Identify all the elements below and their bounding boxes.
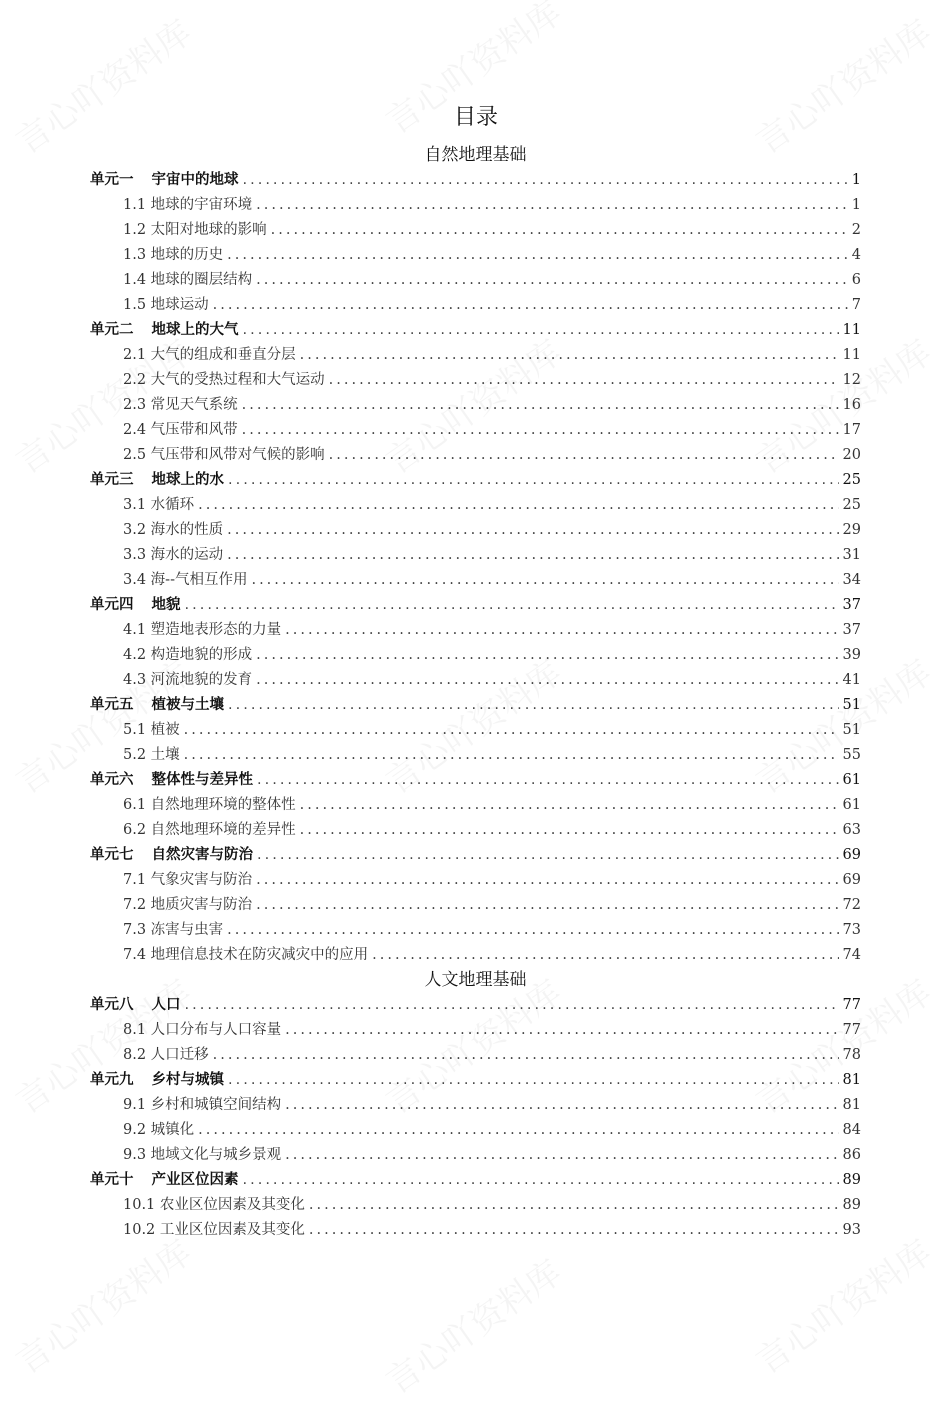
subsection-title: 4.3 河流地貌的发育 [123,672,253,688]
page-number: 89 [842,1197,861,1213]
subsection-title: 5.2 土壤 [123,747,180,763]
unit-number: 单元十 [90,1172,134,1188]
toc-subsection-entry[interactable] [90,818,861,843]
dot-leader [372,943,838,968]
page-number: 55 [842,747,861,763]
unit-title: 植被与土壤 [151,697,224,713]
subsection-title: 3.3 海水的运动 [123,547,224,563]
page-number: 37 [842,622,861,638]
unit-title: 自然灾害与防治 [151,847,253,863]
dot-leader [300,343,839,368]
subsection-title: 2.2 大气的受热过程和大气运动 [123,372,325,388]
subsection-title: 1.4 地球的圈层结构 [123,272,253,288]
page-number: 51 [842,697,861,713]
page-number: 6 [851,272,861,288]
subsection-title: 1.5 地球运动 [123,297,209,313]
watermark-text [744,1226,939,1383]
dot-leader [243,318,839,343]
dot-leader [256,193,848,218]
subsection-title: 7.3 冻害与虫害 [123,922,224,938]
page-number: 77 [842,1022,861,1038]
page-number: 63 [842,822,861,838]
toc-subsection-entry[interactable] [90,793,861,818]
dot-leader [256,893,838,918]
dot-leader [257,843,839,868]
page-number: 34 [842,572,861,588]
subsection-title: 7.1 气象灾害与防治 [123,872,253,888]
toc-subsection-entry[interactable] [90,943,861,968]
page-number: 74 [842,947,861,963]
subsection-title: 9.3 地域文化与城乡景观 [123,1147,282,1163]
dot-leader [256,268,848,293]
dot-leader [329,443,839,468]
dot-leader [228,693,839,718]
dot-leader [256,643,838,668]
subsection-title: 6.2 自然地理环境的差异性 [123,822,296,838]
toc-subsection-entry[interactable] [90,1193,861,1218]
dot-leader [285,1143,838,1168]
watermark-text [744,6,939,163]
unit-number: 单元四 [90,597,134,613]
page-number: 25 [842,472,861,488]
dot-leader [285,1018,838,1043]
toc-subsection-entry[interactable] [90,1118,861,1143]
page-number: 72 [842,897,861,913]
toc-subsection-entry[interactable] [90,668,861,693]
dot-leader [285,618,838,643]
toc-subsection-entry[interactable] [90,293,861,318]
watermark-text [374,1246,569,1403]
subsection-title: 9.1 乡村和城镇空间结构 [123,1097,282,1113]
subsection-title: 6.1 自然地理环境的整体性 [123,797,296,813]
page-number: 89 [842,1172,861,1188]
dot-leader [184,743,839,768]
subsection-title: 3.2 海水的性质 [123,522,224,538]
subsection-title: 2.3 常见天气系统 [123,397,238,413]
subsection-title: 8.1 人口分布与人口容量 [123,1022,282,1038]
unit-title: 地球上的水 [151,472,224,488]
subsection-title: 3.1 水循环 [123,497,195,513]
page-number: 61 [842,797,861,813]
toc-subsection-entry[interactable] [90,1143,861,1168]
unit-title: 地貌 [151,597,181,613]
subsection-title: 1.2 太阳对地球的影响 [123,222,267,238]
toc-subsection-entry[interactable] [90,718,861,743]
dot-leader [309,1193,839,1218]
dot-leader [228,1068,839,1093]
unit-number: 单元九 [90,1072,134,1088]
page-number: 77 [842,997,861,1013]
subsection-title: 2.4 气压带和风带 [123,422,238,438]
toc-subsection-entry[interactable] [90,918,861,943]
toc-unit-entry[interactable] [90,993,861,1018]
toc-unit-entry[interactable] [90,1068,861,1093]
subsection-title: 5.1 植被 [123,722,180,738]
subsection-title: 4.2 构造地貌的形成 [123,647,253,663]
dot-leader [256,868,838,893]
toc-subsection-entry[interactable] [90,868,861,893]
page-number: 11 [842,322,861,338]
page-number: 78 [842,1047,861,1063]
page-number: 86 [842,1147,861,1163]
dot-leader [243,168,848,193]
dot-leader [271,218,848,243]
page-number: 1 [851,172,861,188]
toc-subsection-entry[interactable] [90,643,861,668]
dot-leader [227,543,838,568]
unit-number: 单元五 [90,697,134,713]
toc-unit-entry[interactable] [90,468,861,493]
dot-leader [242,418,839,443]
section-heading: 人文地理基础 [424,970,527,990]
unit-number: 单元六 [90,772,134,788]
page-number: 81 [842,1097,861,1113]
page-number: 4 [851,247,861,263]
page-number: 17 [842,422,861,438]
dot-leader [185,993,839,1018]
dot-leader [198,1118,838,1143]
dot-leader [228,468,839,493]
toc-subsection-entry[interactable] [90,618,861,643]
dot-leader [329,368,839,393]
toc-subsection-entry[interactable] [90,268,861,293]
page-number: 25 [842,497,861,513]
toc-subsection-entry[interactable] [90,1018,861,1043]
toc-subsection-entry[interactable] [90,1218,861,1243]
toc-unit-entry[interactable] [90,318,861,343]
toc-subsection-entry[interactable] [90,1093,861,1118]
toc-subsection-entry[interactable] [90,443,861,468]
page-number: 2 [851,222,861,238]
toc-subsection-entry[interactable] [90,218,861,243]
toc-unit-entry[interactable] [90,768,861,793]
dot-leader [213,1043,839,1068]
dot-leader [243,1168,839,1193]
subsection-title: 2.5 气压带和风带对气候的影响 [123,447,325,463]
dot-leader [227,918,838,943]
dot-leader [309,1218,839,1243]
toc-subsection-entry[interactable] [90,1043,861,1068]
dot-leader [227,518,838,543]
page-number: 20 [842,447,861,463]
unit-title: 整体性与差异性 [151,772,253,788]
dot-leader [251,568,838,593]
dot-leader [256,668,838,693]
page-title: 目录 [453,105,498,130]
dot-leader [213,293,848,318]
subsection-title: 10.2 工业区位因素及其变化 [123,1222,305,1238]
subsection-title: 10.1 农业区位因素及其变化 [123,1197,305,1213]
unit-title: 乡村与城镇 [151,1072,224,1088]
page-number: 11 [842,347,861,363]
dot-leader [184,718,839,743]
watermark-text [4,1226,199,1383]
page-number: 84 [842,1122,861,1138]
toc-subsection-entry[interactable] [90,893,861,918]
dot-leader [198,493,838,518]
page-number: 69 [842,847,861,863]
toc-subsection-entry[interactable] [90,568,861,593]
page-number: 7 [851,297,861,313]
unit-title: 人口 [151,997,181,1013]
toc-subsection-entry[interactable] [90,343,861,368]
toc-subsection-entry[interactable] [90,393,861,418]
toc-subsection-entry[interactable] [90,368,861,393]
page-number: 12 [842,372,861,388]
dot-leader [185,593,839,618]
page-number: 31 [842,547,861,563]
toc-subsection-entry[interactable] [90,543,861,568]
dot-leader [300,793,839,818]
toc-unit-entry[interactable] [90,693,861,718]
page-number: 69 [842,872,861,888]
toc-unit-entry[interactable] [90,168,861,193]
page-number: 39 [842,647,861,663]
page-number: 16 [842,397,861,413]
subsection-title: 1.3 地球的历史 [123,247,224,263]
table-of-contents [90,143,861,1243]
page-number: 81 [842,1072,861,1088]
dot-leader [285,1093,838,1118]
page-number: 93 [842,1222,861,1238]
unit-number: 单元一 [90,172,134,188]
unit-title: 地球上的大气 [151,322,239,338]
dot-leader [257,768,839,793]
page-number: 1 [851,197,861,213]
unit-title: 宇宙中的地球 [151,172,239,188]
page-number: 41 [842,672,861,688]
page-number: 61 [842,772,861,788]
section-heading: 自然地理基础 [424,145,527,165]
toc-subsection-entry[interactable] [90,418,861,443]
subsection-title: 4.1 塑造地表形态的力量 [123,622,282,638]
subsection-title: 7.4 地理信息技术在防灾减灾中的应用 [123,947,369,963]
dot-leader [300,818,839,843]
toc-unit-entry[interactable] [90,843,861,868]
toc-subsection-entry[interactable] [90,743,861,768]
toc-subsection-entry[interactable] [90,518,861,543]
unit-number: 单元七 [90,847,134,863]
subsection-title: 8.2 人口迁移 [123,1047,209,1063]
page-number: 73 [842,922,861,938]
page-number: 29 [842,522,861,538]
page-number: 51 [842,722,861,738]
unit-number: 单元八 [90,997,134,1013]
unit-number: 单元三 [90,472,134,488]
unit-number: 单元二 [90,322,134,338]
dot-leader [227,243,848,268]
toc-subsection-entry[interactable] [90,243,861,268]
subsection-title: 1.1 地球的宇宙环境 [123,197,253,213]
toc-subsection-entry[interactable] [90,193,861,218]
toc-subsection-entry[interactable] [90,493,861,518]
toc-unit-entry[interactable] [90,1168,861,1193]
subsection-title: 7.2 地质灾害与防治 [123,897,253,913]
toc-unit-entry[interactable] [90,593,861,618]
unit-title: 产业区位因素 [151,1172,239,1188]
subsection-title: 9.2 城镇化 [123,1122,195,1138]
subsection-title: 2.1 大气的组成和垂直分层 [123,347,296,363]
dot-leader [242,393,839,418]
page-number: 37 [842,597,861,613]
watermark-text [4,6,199,163]
subsection-title: 3.4 海--气相互作用 [123,572,248,588]
